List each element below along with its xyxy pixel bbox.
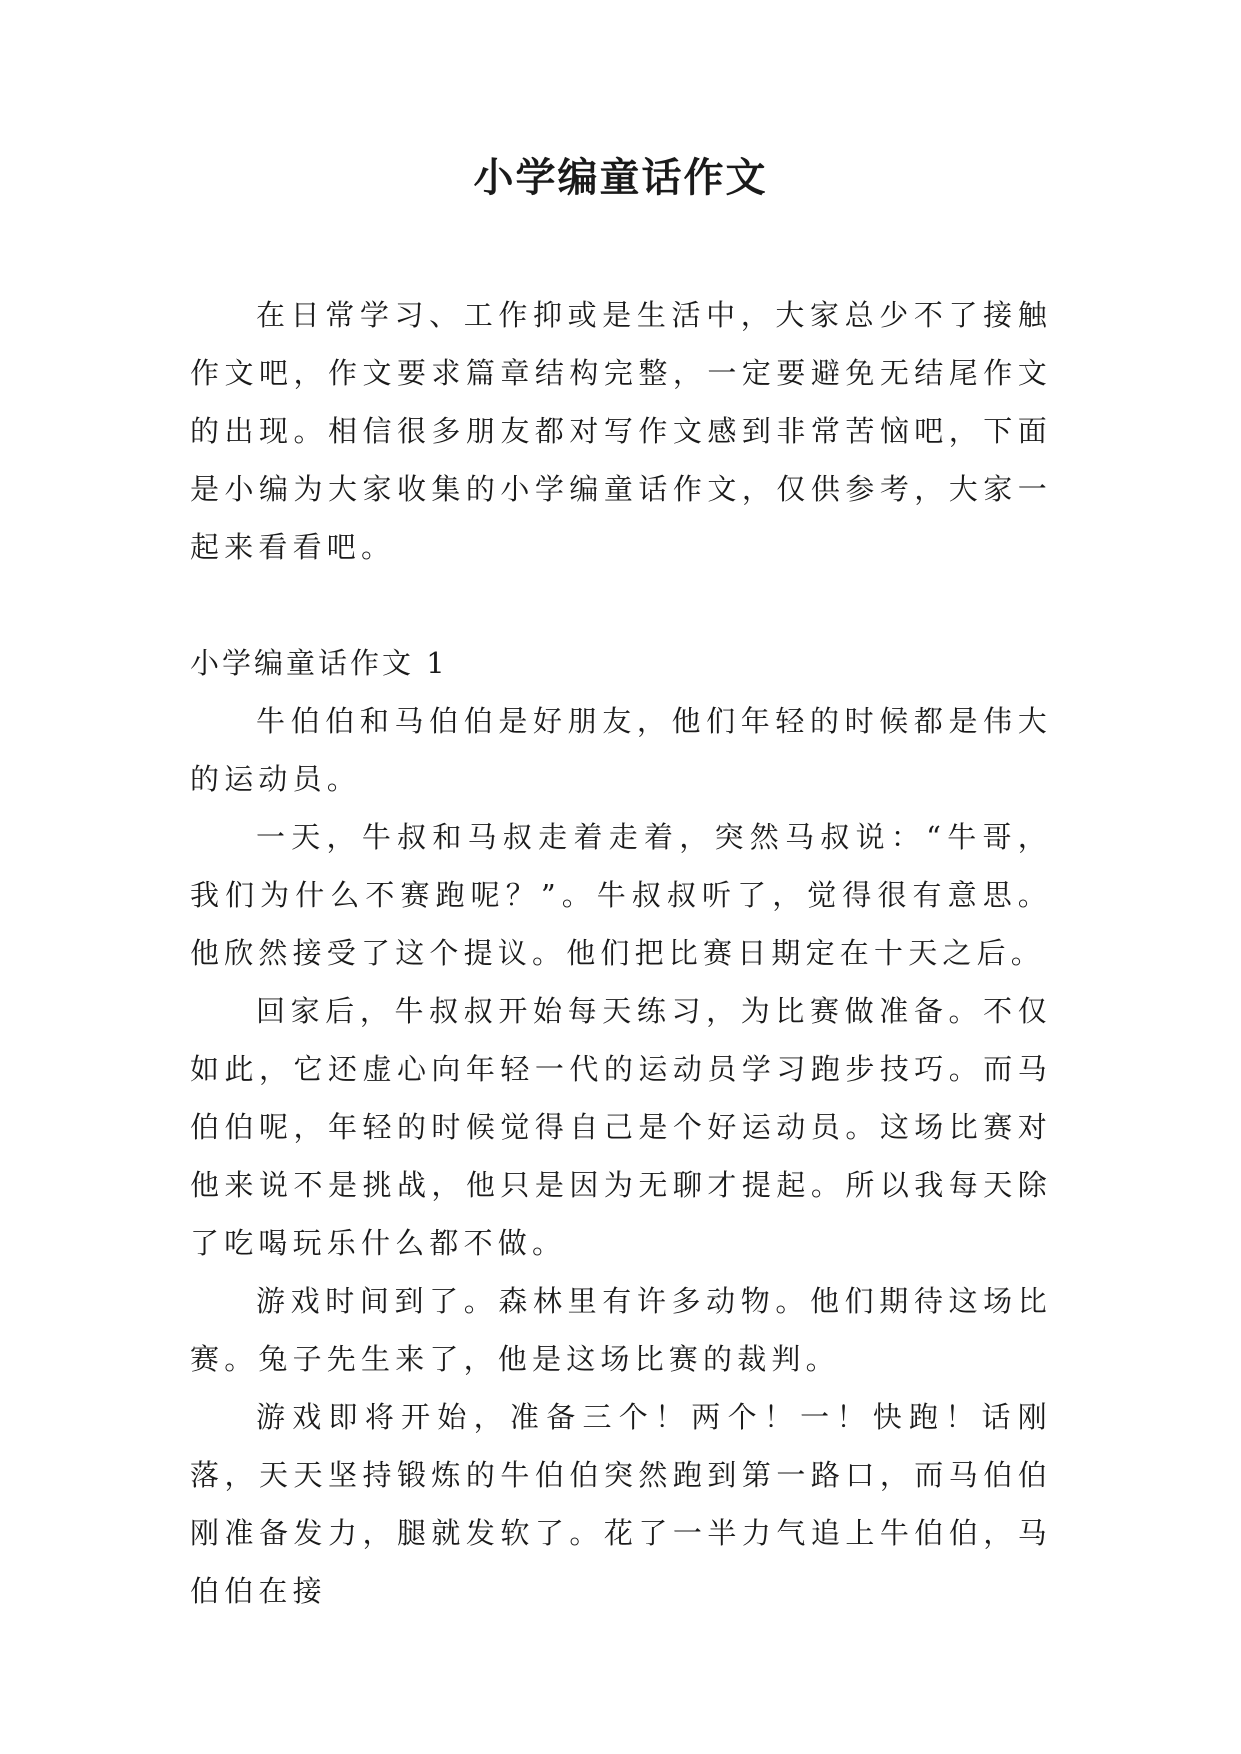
body-paragraph-4: 游戏时间到了。森林里有许多动物。他们期待这场比赛。兔子先生来了，他是这场比赛的裁判。 [190,1284,1052,1376]
intro-paragraph: 在日常学习、工作抑或是生活中，大家总少不了接触作文吧，作文要求篇章结构完整，一定要避免无结尾作文的出现。相信很多朋友都对写作文感到非常苦恼吧，下面是小编为大家收集的小学编童话作文，仅供参考，大家一起来看看吧。 [190,298,1052,564]
body-paragraph-1: 牛伯伯和马伯伯是好朋友，他们年轻的时候都是伟大的运动员。 [190,704,1052,796]
section-heading: 小学编童话作文 1 [190,646,448,680]
page-title: 小学编童话作文 [473,154,768,201]
document-body [190,286,1052,1620]
body-paragraph-3: 回家后，牛叔叔开始每天练习，为比赛做准备。不仅如此，它还虚心向年轻一代的运动员学习跑步技巧。而马伯伯呢，年轻的时候觉得自己是个好运动员。这场比赛对他来说不是挑战，他只是因为无聊才提起。所以我每天除了吃喝玩乐什么都不做。 [190,994,1052,1260]
body-paragraph-2: 一天，牛叔和马叔走着走着，突然马叔说：“牛哥，我们为什么不赛跑呢？”。牛叔叔听了，觉得很有意思。他欣然接受了这个提议。他们把比赛日期定在十天之后。 [190,820,1052,970]
body-paragraph-5: 游戏即将开始，准备三个！两个！一！快跑！话刚落，天天坚持锻炼的牛伯伯突然跑到第一路口，而马伯伯刚准备发力，腿就发软了。花了一半力气追上牛伯伯，马伯伯在接 [190,1400,1052,1608]
